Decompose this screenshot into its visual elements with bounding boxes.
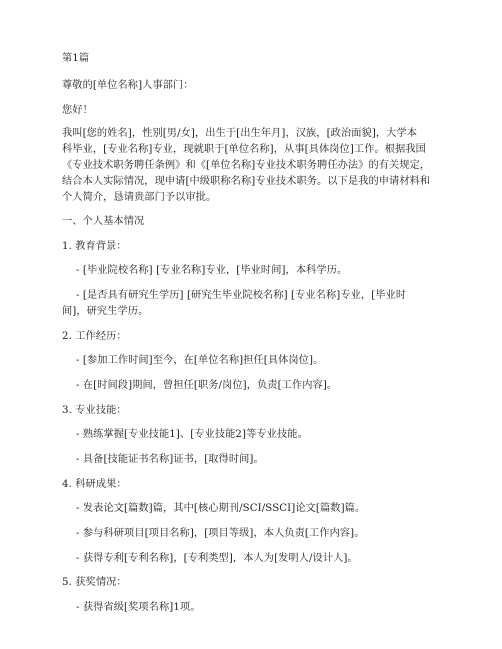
intro-line-2: 科毕业，[专业名称]专业，现就职于[单位名称]，从事[具体岗位]工作。根据我国 <box>62 144 426 155</box>
greeting: 您好！ <box>62 105 93 116</box>
research-item-1: - 发表论文[篇数]篇，其中[核心期刊/SCI/SSCI]论文[篇数]篇。 <box>76 503 366 514</box>
awards-title: 5. 获奖情况： <box>62 577 127 588</box>
intro-line-5: 个人简介，恳请贵部门予以审批。 <box>62 192 217 203</box>
awards-item-1: - 获得省级[奖项名称]1项。 <box>76 602 201 613</box>
education-title: 1. 教育背景： <box>62 241 127 252</box>
research-item-3: - 获得专利[专利名称]，[专利类型]，本人为[发明人/设计人]。 <box>76 553 358 564</box>
section-title: 一、个人基本情况 <box>62 216 145 227</box>
education-item-2-line-2: 间]，研究生学历。 <box>62 306 149 317</box>
research-item-2: - 参与科研项目[项目名称]，[项目等级]，本人负责[工作内容]。 <box>76 528 365 539</box>
skills-item-1: - 熟练掌握[专业技能1]、[专业技能2]等专业技能。 <box>76 429 308 440</box>
intro-line-3: 《专业技术职务聘任条例》和《[单位名称]专业技术职务聘任办法》的有关规定， <box>62 160 431 171</box>
doc-heading: 第1篇 <box>62 53 90 64</box>
research-title: 4. 科研成果： <box>62 479 127 490</box>
work-item-2: - 在[时间段]期间，曾担任[职务/岗位]，负责[工作内容]。 <box>76 380 338 391</box>
salutation: 尊敬的[单位名称]人事部门： <box>62 80 194 91</box>
skills-title: 3. 专业技能： <box>62 405 127 416</box>
intro-line-4: 结合本人实际情况，现申请[中级职称名称]专业技术职务。以下是我的申请材料和 <box>62 176 431 187</box>
education-item-1: - [毕业院校名称] [专业名称]专业，[毕业时间]，本科学历。 <box>76 265 348 276</box>
skills-item-2: - 具备[技能证书名称]证书，[取得时间]。 <box>76 454 264 465</box>
work-title: 2. 工作经历： <box>62 331 127 342</box>
intro-line-1: 我叫[您的姓名]，性别[男/女]，出生于[出生年月]，汉族，[政治面貌]，大学本 <box>62 128 418 139</box>
work-item-1: - [参加工作时间]至今，在[单位名称]担任[具体岗位]。 <box>76 355 324 366</box>
education-item-2-line-1: - [是否具有研究生学历] [研究生毕业院校名称] [专业名称]专业，[毕业时 <box>76 290 407 301</box>
